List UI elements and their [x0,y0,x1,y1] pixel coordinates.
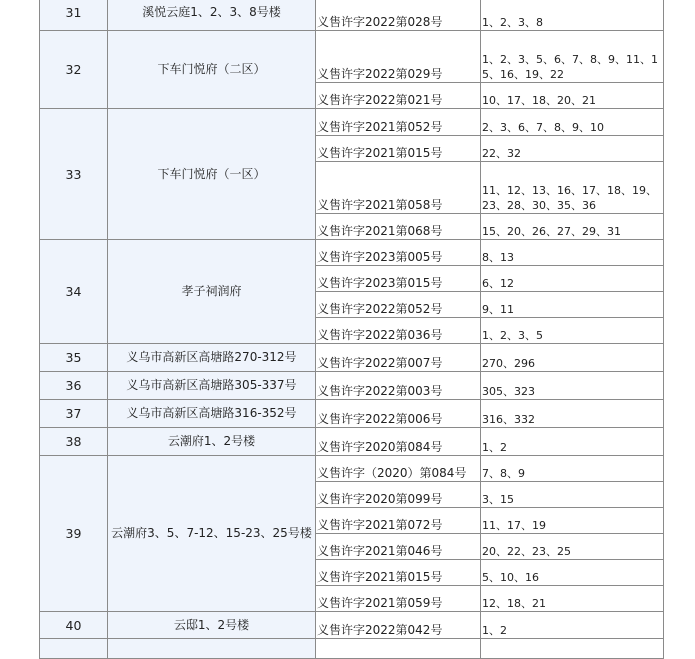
project-name-cell: 孝子祠润府 [108,240,316,344]
permit-number-cell: 义售许字2022第028号 [316,0,481,31]
permit-number-cell: 义售许字2021第059号 [316,586,481,612]
table-row [40,372,664,400]
serial-number-cell: 35 [40,344,108,372]
serial-number-cell: 33 [40,109,108,240]
table-row [40,612,664,639]
presale-permit-table-body [40,0,664,659]
project-name-cell: 溪悦云庭1、2、3、8号楼 [108,0,316,31]
table-row [40,639,664,659]
permit-number-cell: 义售许字2022第052号 [316,292,481,318]
serial-number-cell: 40 [40,612,108,639]
permit-number-cell: 义售许字2022第007号 [316,344,481,372]
building-numbers-cell: 305、323 [481,372,664,400]
permit-number-cell: 义售许字2022第036号 [316,318,481,344]
table-row [40,428,664,456]
project-name-cell: 义乌市高新区高塘路316-352号 [108,400,316,428]
permit-number-cell: 义售许字2021第046号 [316,534,481,560]
serial-number-cell: 32 [40,31,108,109]
building-numbers-cell: 15、20、26、27、29、31 [481,214,664,240]
serial-number-cell [40,639,108,659]
permit-number-cell: 义售许字2020第084号 [316,428,481,456]
building-numbers-cell: 11、12、13、16、17、18、19、23、28、30、35、36 [481,162,664,214]
project-name-cell: 云潮府1、2号楼 [108,428,316,456]
project-name-cell: 义乌市高新区高塘路305-337号 [108,372,316,400]
table-row [40,0,664,31]
table-row [40,240,664,266]
permit-number-cell: 义售许字2022第021号 [316,83,481,109]
building-numbers-cell: 2、3、6、7、8、9、10 [481,109,664,136]
building-numbers-cell: 1、2、3、5 [481,318,664,344]
permit-number-cell: 义售许字2021第058号 [316,162,481,214]
table-row [40,456,664,482]
building-numbers-cell: 11、17、19 [481,508,664,534]
building-numbers-cell: 6、12 [481,266,664,292]
project-name-cell: 下车门悦府（二区） [108,31,316,109]
building-numbers-cell: 1、2 [481,428,664,456]
table-row [40,344,664,372]
table-row [40,109,664,136]
table-row [40,400,664,428]
project-name-cell: 云邸1、2号楼 [108,612,316,639]
project-name-cell: 云潮府3、5、7-12、15-23、25号楼 [108,456,316,612]
permit-number-cell: 义售许字2022第003号 [316,372,481,400]
building-numbers-cell: 316、332 [481,400,664,428]
project-name-cell: 义乌市高新区高塘路270-312号 [108,344,316,372]
permit-number-cell: 义售许字2020第099号 [316,482,481,508]
permit-number-cell: 义售许字2021第015号 [316,560,481,586]
presale-permit-table [39,0,664,659]
permit-number-cell: 义售许字2021第052号 [316,109,481,136]
permit-number-cell: 义售许字2021第015号 [316,136,481,162]
serial-number-cell: 39 [40,456,108,612]
building-numbers-cell: 20、22、23、25 [481,534,664,560]
permit-number-cell: 义售许字2022第042号 [316,612,481,639]
building-numbers-cell: 10、17、18、20、21 [481,83,664,109]
permit-number-cell: 义售许字2023第015号 [316,266,481,292]
serial-number-cell: 36 [40,372,108,400]
permit-number-cell [316,639,481,659]
building-numbers-cell: 22、32 [481,136,664,162]
serial-number-cell: 31 [40,0,108,31]
permit-number-cell: 义售许字2022第006号 [316,400,481,428]
permit-number-cell: 义售许字（2020）第084号 [316,456,481,482]
permit-number-cell: 义售许字2021第072号 [316,508,481,534]
building-numbers-cell [481,639,664,659]
building-numbers-cell: 7、8、9 [481,456,664,482]
building-numbers-cell: 1、2 [481,612,664,639]
serial-number-cell: 38 [40,428,108,456]
project-name-cell: 下车门悦府（一区） [108,109,316,240]
building-numbers-cell: 5、10、16 [481,560,664,586]
building-numbers-cell: 1、2、3、5、6、7、8、9、11、15、16、19、22 [481,31,664,83]
permit-number-cell: 义售许字2021第068号 [316,214,481,240]
building-numbers-cell: 270、296 [481,344,664,372]
building-numbers-cell: 3、15 [481,482,664,508]
table-row [40,31,664,83]
permit-number-cell: 义售许字2022第029号 [316,31,481,83]
serial-number-cell: 34 [40,240,108,344]
serial-number-cell: 37 [40,400,108,428]
building-numbers-cell: 1、2、3、8 [481,0,664,31]
project-name-cell [108,639,316,659]
building-numbers-cell: 8、13 [481,240,664,266]
building-numbers-cell: 9、11 [481,292,664,318]
building-numbers-cell: 12、18、21 [481,586,664,612]
permit-number-cell: 义售许字2023第005号 [316,240,481,266]
